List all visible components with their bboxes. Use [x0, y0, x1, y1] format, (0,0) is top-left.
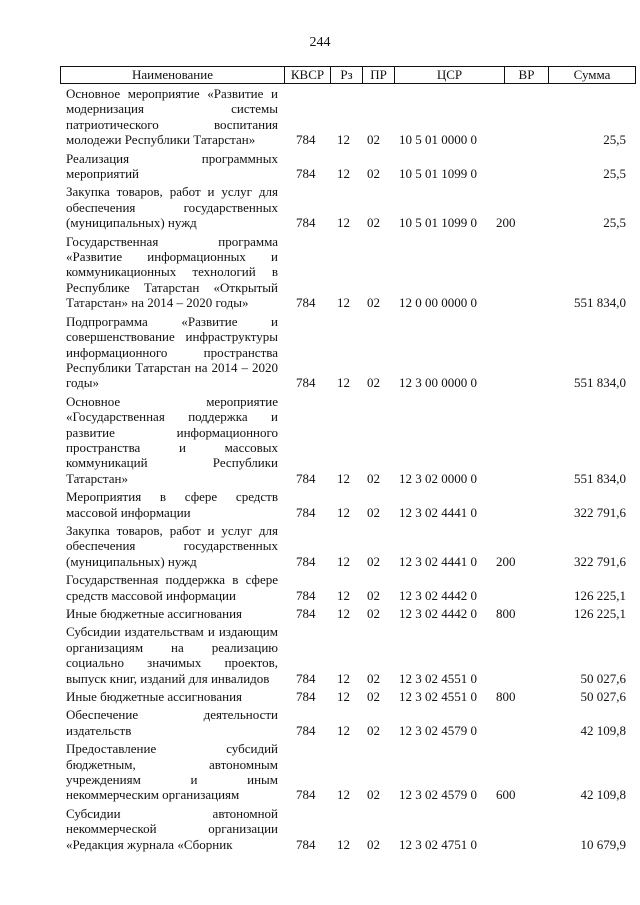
- row-rz: 12: [337, 132, 350, 148]
- row-name: Предоставление субсидий бюджетным, автономным учреждениям и иным некоммерческим организациям: [66, 741, 278, 803]
- row-rz: 12: [337, 587, 350, 603]
- row-sum: 25,5: [603, 215, 626, 231]
- row-rz: 12: [337, 836, 350, 852]
- row-rz: 12: [337, 215, 350, 231]
- header-kvsr: КВСР: [285, 67, 331, 83]
- row-name: Субсидии издательствам и издающим организациям на реализацию социально значимых проектов, выпуск книг, изданий для инвалидов: [66, 624, 278, 686]
- row-name: Основное мероприятие «Развитие и модернизация системы патриотического воспитания молодежи Республики Татарстан»: [66, 86, 278, 148]
- row-csr: 12 3 02 4551 0: [399, 689, 477, 705]
- row-kvsr: 784: [296, 670, 316, 686]
- row-name: Основное мероприятие «Государственная поддержка и развитие информационного пространства и массовых коммуникаций Республики Татарстан»: [66, 393, 278, 486]
- table-row: [66, 184, 626, 230]
- header-rz: Рз: [331, 67, 363, 83]
- row-kvsr: 784: [296, 722, 316, 738]
- row-csr: 12 3 00 0000 0: [399, 375, 477, 391]
- row-name: Иные бюджетные ассигнования: [66, 606, 243, 621]
- row-kvsr: 784: [296, 215, 316, 231]
- page-number: 244: [309, 35, 331, 50]
- row-csr: 10 5 01 1099 0: [399, 215, 477, 231]
- row-name: Закупка товаров, работ и услуг для обеспечения государственных (муниципальных) нужд: [66, 184, 278, 231]
- row-name: Субсидии автономной некоммерческой организации «Редакция журнала «Сборник: [66, 805, 278, 852]
- row-name: Закупка товаров, работ и услуг для обеспечения государственных (муниципальных) нужд: [66, 522, 278, 569]
- row-sum: 50 027,6: [580, 670, 626, 686]
- row-name: Государственная поддержка в сфере средств массовой информации: [66, 572, 278, 603]
- row-rz: 12: [337, 504, 350, 520]
- row-sum: 50 027,6: [580, 689, 626, 705]
- table-body: [66, 86, 626, 852]
- table-header: [60, 66, 636, 84]
- row-rz: 12: [337, 787, 350, 803]
- row-kvsr: 784: [296, 504, 316, 520]
- row-rz: 12: [337, 553, 350, 569]
- table-row: [66, 523, 626, 569]
- row-rz: 12: [337, 470, 350, 486]
- table-row: [66, 86, 626, 148]
- row-pr: 02: [367, 295, 380, 311]
- row-pr: 02: [367, 215, 380, 231]
- row-sum: 551 834,0: [574, 470, 626, 486]
- row-csr: 12 3 02 4551 0: [399, 670, 477, 686]
- row-pr: 02: [367, 470, 380, 486]
- row-kvsr: 784: [296, 606, 316, 621]
- row-sum: 42 109,8: [580, 787, 626, 803]
- row-csr: 12 3 02 0000 0: [399, 470, 477, 486]
- row-vr: 200: [496, 215, 516, 231]
- row-pr: 02: [367, 689, 380, 705]
- table-row: [66, 572, 626, 603]
- table-row: [66, 689, 626, 704]
- row-csr: 12 3 02 4441 0: [399, 553, 477, 569]
- row-kvsr: 784: [296, 132, 316, 148]
- table-row: [66, 234, 626, 311]
- row-csr: 10 5 01 1099 0: [399, 166, 477, 182]
- row-kvsr: 784: [296, 470, 316, 486]
- row-pr: 02: [367, 553, 380, 569]
- row-csr: 12 3 02 4579 0: [399, 787, 477, 803]
- table-row: [66, 624, 626, 686]
- row-kvsr: 784: [296, 295, 316, 311]
- header-csr: ЦСР: [395, 67, 505, 83]
- row-sum: 126 225,1: [574, 587, 626, 603]
- row-kvsr: 784: [296, 587, 316, 603]
- row-kvsr: 784: [296, 787, 316, 803]
- row-name: Иные бюджетные ассигнования: [66, 689, 243, 705]
- row-sum: 42 109,8: [580, 722, 626, 738]
- header-sum: Сумма: [573, 67, 611, 82]
- row-vr: 200: [496, 553, 516, 569]
- row-pr: 02: [367, 587, 380, 603]
- row-pr: 02: [367, 375, 380, 391]
- row-sum: 322 791,6: [574, 504, 626, 520]
- row-name: Государственная программа «Развитие информационных и коммуникационных технологий в Республике Татарстан «Открытый Татарстан» на 2014 – 2020 годы»: [66, 233, 278, 311]
- row-pr: 02: [367, 722, 380, 738]
- row-kvsr: 784: [296, 166, 316, 182]
- row-rz: 12: [337, 689, 350, 705]
- row-rz: 12: [337, 606, 350, 621]
- row-csr: 12 3 02 4442 0: [399, 606, 477, 621]
- row-rz: 12: [337, 722, 350, 738]
- row-pr: 02: [367, 836, 380, 852]
- row-sum: 126 225,1: [574, 606, 626, 621]
- row-csr: 12 3 02 4751 0: [399, 836, 477, 852]
- row-vr: 600: [496, 787, 516, 803]
- row-pr: 02: [367, 787, 380, 803]
- row-vr: 800: [496, 689, 516, 705]
- table-row: [66, 151, 626, 182]
- row-csr: 12 3 02 4579 0: [399, 722, 477, 738]
- table-row: [66, 741, 626, 803]
- header-name: Наименование: [61, 67, 285, 83]
- header-vr: ВР: [505, 67, 549, 83]
- row-sum: 551 834,0: [574, 375, 626, 391]
- header-pr: ПР: [363, 67, 395, 83]
- row-rz: 12: [337, 375, 350, 391]
- row-sum: 551 834,0: [574, 295, 626, 311]
- row-csr: 10 5 01 0000 0: [399, 132, 477, 148]
- row-rz: 12: [337, 670, 350, 686]
- row-sum: 322 791,6: [574, 553, 626, 569]
- row-sum: 25,5: [603, 166, 626, 182]
- row-kvsr: 784: [296, 689, 316, 705]
- row-rz: 12: [337, 166, 350, 182]
- row-pr: 02: [367, 132, 380, 148]
- row-pr: 02: [367, 504, 380, 520]
- table-row: [66, 606, 626, 621]
- row-vr: 800: [496, 606, 516, 621]
- table-row: [66, 489, 626, 520]
- row-name: Подпрограмма «Развитие и совершенствование инфраструктуры информационного пространства Республики Татарстан на 2014 – 2020 годы»: [66, 313, 278, 391]
- row-csr: 12 3 02 4441 0: [399, 504, 477, 520]
- row-kvsr: 784: [296, 375, 316, 391]
- row-name: Мероприятия в сфере средств массовой информации: [66, 489, 278, 520]
- row-pr: 02: [367, 670, 380, 686]
- row-csr: 12 0 00 0000 0: [399, 295, 477, 311]
- row-kvsr: 784: [296, 553, 316, 569]
- row-sum: 10 679,9: [580, 836, 626, 852]
- row-pr: 02: [367, 606, 380, 621]
- row-kvsr: 784: [296, 836, 316, 852]
- table-row: [66, 707, 626, 738]
- row-name: Реализация программных мероприятий: [66, 150, 278, 182]
- table-row: [66, 394, 626, 486]
- row-rz: 12: [337, 295, 350, 311]
- row-sum: 25,5: [603, 132, 626, 148]
- row-csr: 12 3 02 4442 0: [399, 587, 477, 603]
- table-row: [66, 314, 626, 391]
- row-pr: 02: [367, 166, 380, 182]
- table-row: [66, 806, 626, 852]
- row-name: Обеспечение деятельности издательств: [66, 707, 278, 738]
